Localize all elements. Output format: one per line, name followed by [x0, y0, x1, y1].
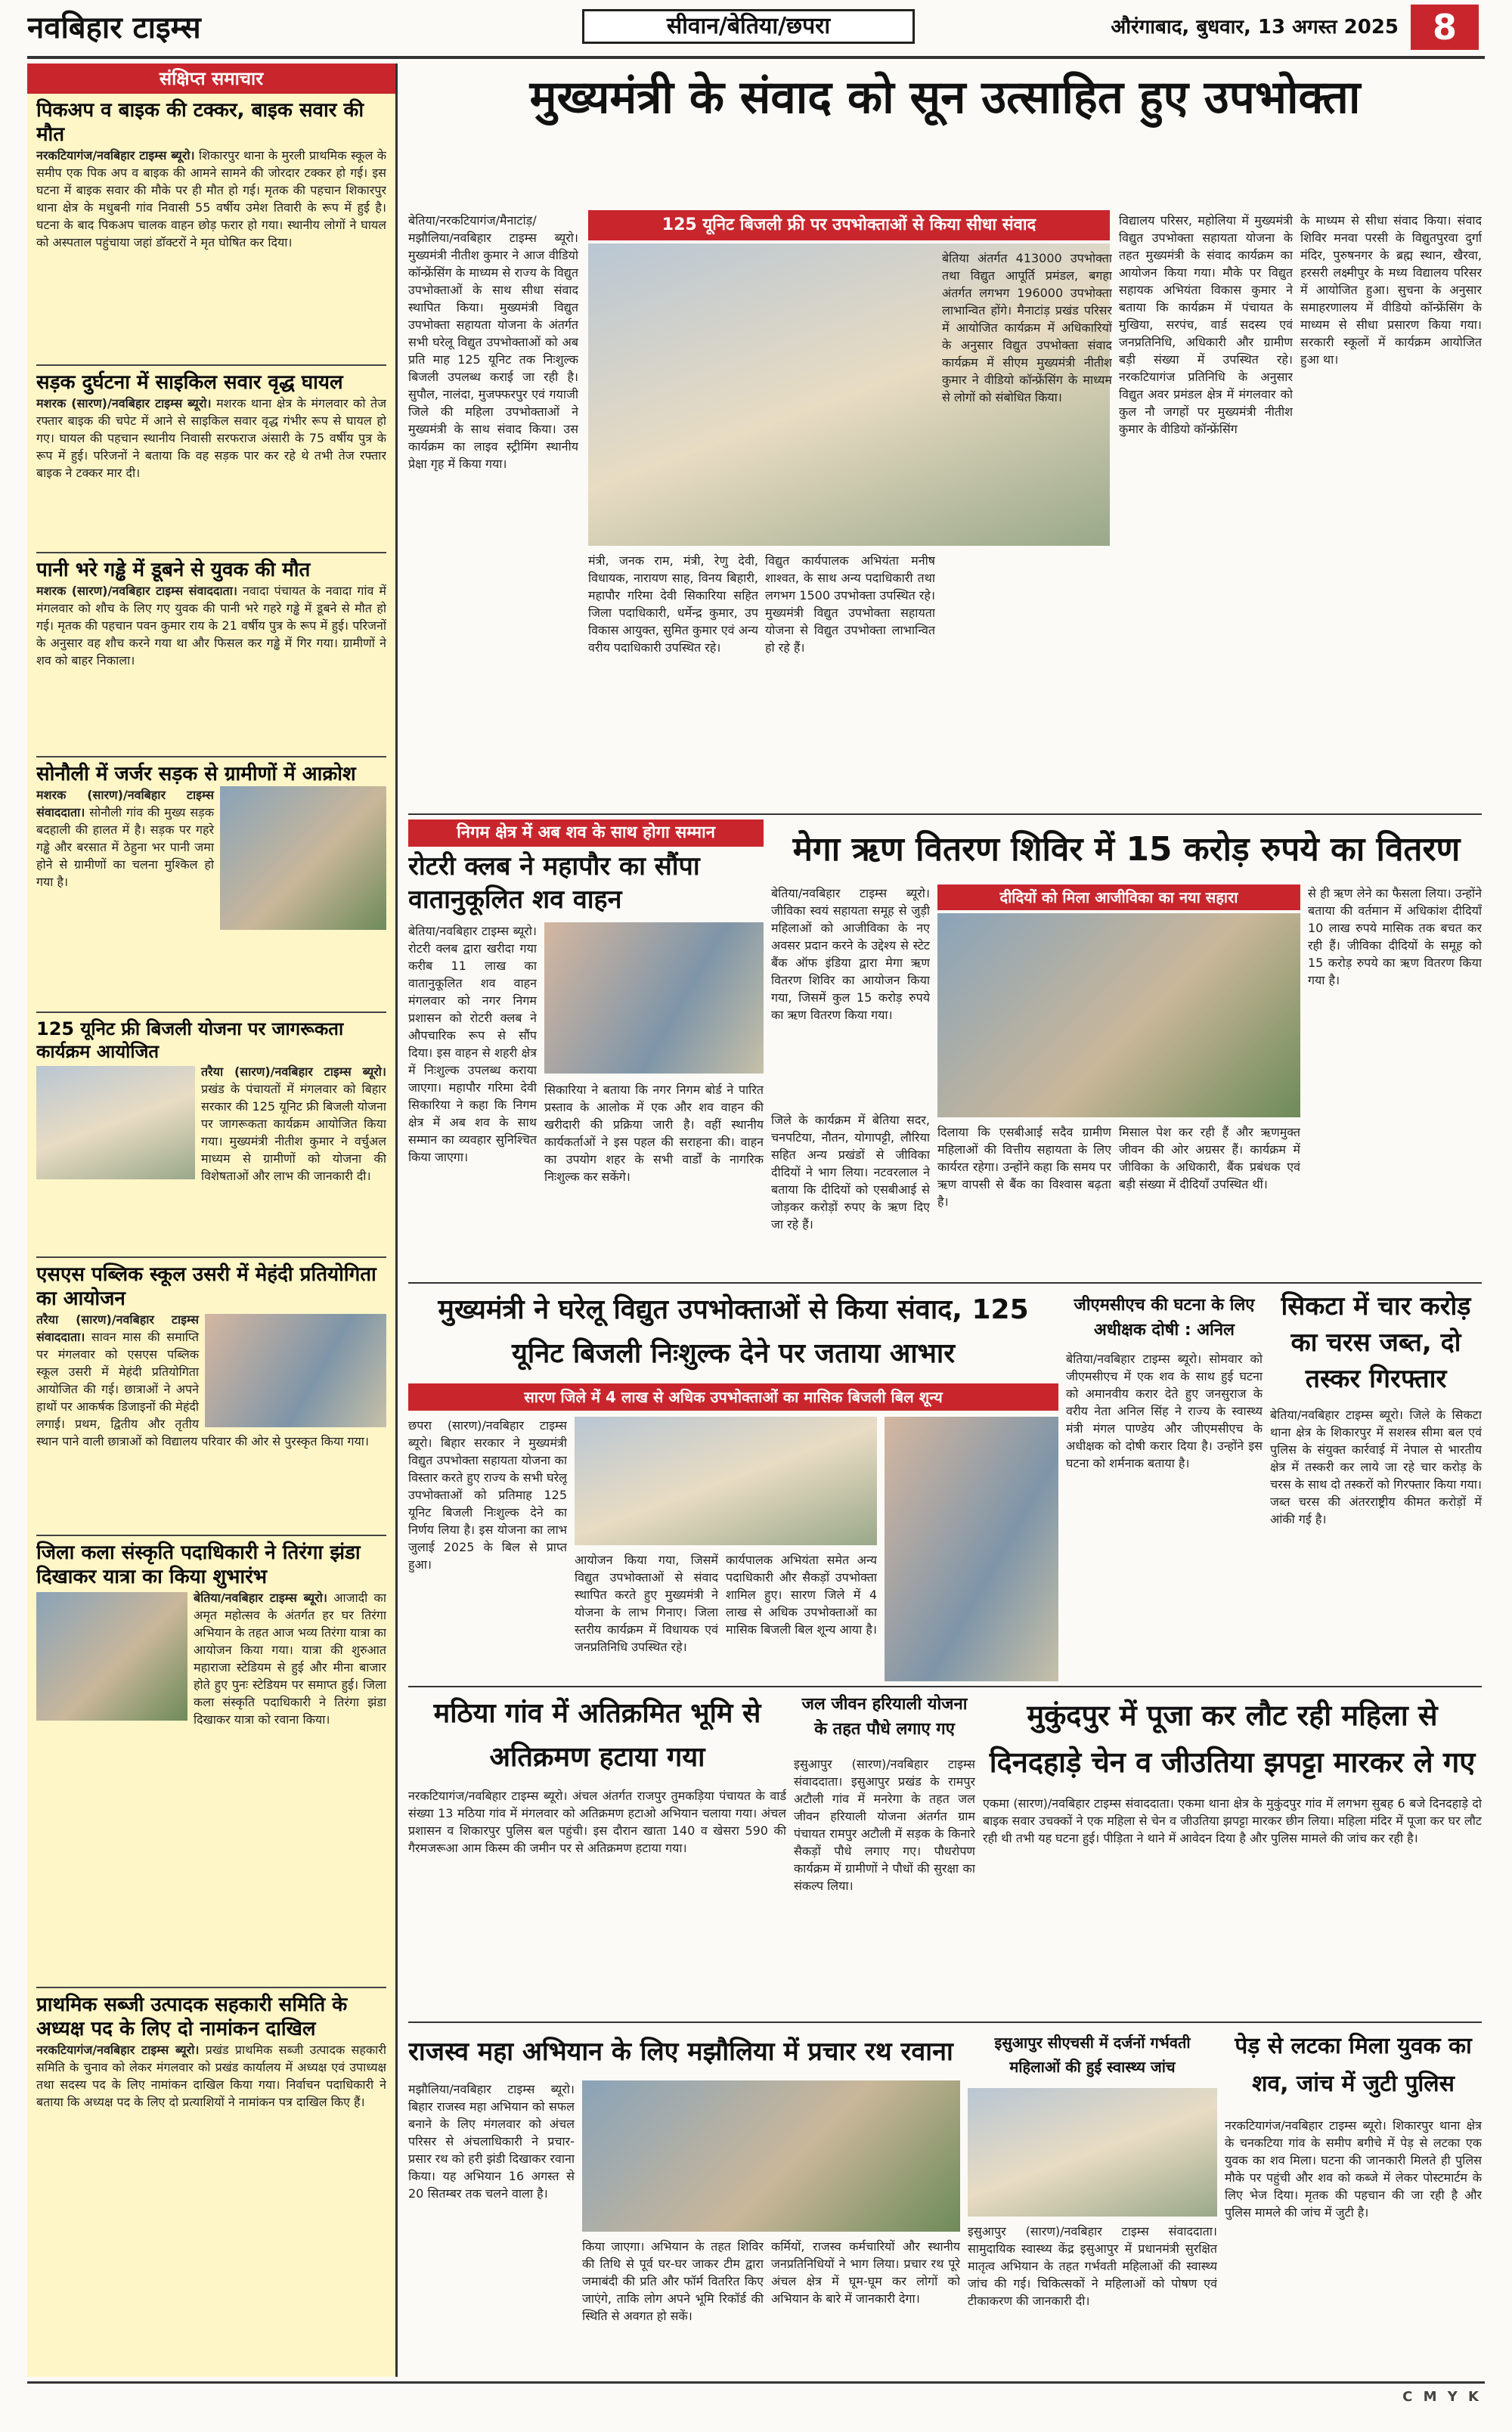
brief-body: सोनौली गांव की मुख्य सड़क बदहाली की हालत में है। सड़क पर गहरे गड्ढे और बरसात में ठेहुना भर पानी जमा होने से ग्रामीणों का चलना मुश्किल हो गया है। [36, 805, 214, 889]
divider [408, 1686, 1482, 1687]
brief-byline: तरैया (सारण)/नवबिहार टाइम्स ब्यूरो। [201, 1064, 386, 1079]
rajaswa-body-1: मझौलिया/नवबिहार टाइम्स ब्यूरो। बिहार राजस्व महा अभियान को सफल बनाने के लिए मंगलवार को अंचल परिसर से अंचलाधिकारी ने प्रचार-प्रसार रथ को हरी झंडी दिखाकर रवाना किया। यह अभियान 16 अगस्त से 20 सितम्बर तक चलने वाला है। [408, 2082, 575, 2201]
cm-photo-2 [885, 1417, 1058, 1681]
divider [408, 2022, 1482, 2023]
loan-ribbon: दीदियों को मिला आजीविका का नया सहारा [937, 885, 1300, 910]
brief-byline: नरकटियागंज/नवबिहार टाइम्स ब्यूरो। [36, 2043, 200, 2057]
cm-headline: मुख्यमंत्री ने घरेलू विद्युत उपभोक्ताओं से किया संवाद, 125 यूनिट बिजली निःशुल्क देने पर जताया आभार [438, 1294, 1029, 1369]
brief-title: 125 यूनिट फ्री बिजली योजना पर जागरूकता कार्यक्रम आयोजित [36, 1018, 344, 1062]
sidebar [27, 64, 398, 2377]
cm-body-1: छपरा (सारण)/नवबिहार टाइम्स ब्यूरो। बिहार सरकार ने मुख्यमंत्री विद्युत उपभोक्ता सहायता योजना का विस्तार करते हुए राज्य के सभी घरेलू उपभोक्ताओं को प्रतिमाह 125 यूनिट बिजली निःशुल्क देने का निर्णय लिया है। इस योजना का लाभ जुलाई 2025 के बिल से प्राप्त हुआ। [408, 1418, 567, 1572]
brief-body: प्रखंड प्राथमिक सब्जी उत्पादक सहकारी समिति के चुनाव को लेकर मंगलवार को प्रखंड कार्यालय में अध्यक्ष एवं उपाध्यक्ष तथा सदस्य पद के लिए नामांकन दाखिल किया गया। निर्वाचन पदाधिकारी ने बताया कि अध्यक्ष पद के लिए दो प्रत्याशियों ने नामांकन पत्र दाखिल किए हैं। [36, 2043, 386, 2109]
rotary-photo [544, 922, 764, 1073]
cm-body-3: कार्यपालक अभियंता समेत अन्य पदाधिकारी और सैकड़ों उपभोक्ता शामिल हुए। सारण जिले में 4 लाख से अधिक उपभोक्ताओं का मासिक बिजली बिल शून्य आया है। [726, 1553, 877, 1637]
brief-byline: तरैया (सारण)/नवबिहार टाइम्स संवाददाता। [36, 1312, 199, 1344]
brief-item [36, 370, 386, 553]
brief-title: जिला कला संस्कृति पदाधिकारी ने तिरंगा झंडा दिखाकर यात्रा का किया शुभारंभ [36, 1541, 361, 1588]
rajaswa-body-2: किया जाएगा। अभियान के तहत शिविर की तिथि से पूर्व घर-घर जाकर टीम द्वारा जमाबंदी की प्रति और फॉर्म वितरित किए जाएंगे, ताकि लोग अपने भूमि रिकॉर्ड की स्थिति से अवगत हो सकें। [582, 2239, 764, 2323]
sikta-headline: सिकटा में चार करोड़ का चरस जब्त, दो तस्कर गिरफ्तार [1281, 1291, 1471, 1394]
brief-byline: मशरक (सारण)/नवबिहार टाइम्स ब्यूरो। [36, 396, 212, 410]
divider [408, 1282, 1482, 1284]
cm-ribbon: सारण जिले में 4 लाख से अधिक उपभोक्ताओं का मासिक बिजली बिल शून्य [408, 1383, 1058, 1411]
page-number: 8 [1411, 5, 1479, 50]
loan-photo [937, 913, 1300, 1117]
brief-byline: बेतिया/नवबिहार टाइम्स ब्यूरो। [194, 1591, 327, 1605]
rajaswa-headline: राजस्व महा अभियान के लिए मझौलिया में प्रचार रथ रवाना [408, 2037, 953, 2067]
brief-body: नवादा पंचायत के नवादा गांव में मंगलवार को शौच के लिए गए युवक की पानी भरे गहरे गड्ढे में डूबने से मौत हो गई। मृतक की पहचान पवन कुमार राय के 21 वर्षीय पुत्र के रूप में हुई। परिजनों के अनुसार वह शौच करने गया था और फिसल कर गड्ढे में गिर गया। ग्रामीणों ने शव को बाहर निकाला। [36, 584, 386, 668]
brief-photo [36, 1066, 195, 1179]
lead-col-4: बेतिया अंतर्गत 413000 उपभोक्ता तथा विद्युत आपूर्ति प्रमंडल, बगहा अंतर्गत लगभग 196000 उपभोक्ता लाभान्वित होंगे। मैनाटांड़ प्रखंड परिसर में आयोजित कार्यक्रम में अधिकारियों के अनुसार विद्युत उपभोक्ता संवाद कार्यक्रम में सीएम मुख्यमंत्री नीतीश कुमार ने वीडियो कॉन्फ्रेंसिंग के माध्यम से लोगों को संबोधित किया। [942, 251, 1112, 404]
masthead-region: सीवान/बेतिया/छपरा [582, 9, 915, 44]
cm-photo [575, 1417, 877, 1545]
masthead-dateline: औरंगाबाद, बुधवार, 13 अगस्त 2025 [1111, 16, 1399, 39]
lead-col-6: के माध्यम से सीधा संवाद किया। संवाद शिविर मनवा परसी के विद्युतपुरवा दुर्गा मंदिर, पुरुषनगर के ब्रह्म स्थान, खैरवा, हरसरी लक्ष्मीपुर के मध्य विद्यालय परिसर में आयोजित हुआ। सुचना के अनुसार समाहरणालय में वीडियो कॉन्फ्रेंसिंग के माध्यम से सीधा प्रसारण किया गया। सरकारी स्कूलों में कार्यक्रम आयोजित हुआ था। [1300, 213, 1482, 367]
sikta-body: बेतिया/नवबिहार टाइम्स ब्यूरो। जिले के सिकटा थाना क्षेत्र के शिकारपुर में सशस्त्र सीमा बल एवं पुलिस के संयुक्त कार्रवाई में नेपाल से भारतीय क्षेत्र में तस्करी कर लाये जा रहे चार करोड़ के चरस के साथ दो तस्करों को गिरफ्तार किया गया। जब्त चरस की अंतरराष्ट्रीय कीमत करोड़ों में आंकी गई है। [1270, 1408, 1482, 1526]
jal-body: इसुआपुर (सारण)/नवबिहार टाइम्स संवाददाता। इसुआपुर प्रखंड के रामपुर अटौली गांव में मनरेगा के तहत जल जीवन हरियाली योजना अंतर्गत ग्राम पंचायत रामपुर अटौली में सड़क के किनारे सैकड़ों पौधे लगाए गए। पौधरोपण कार्यक्रम में ग्रामीणों ने पौधों की सुरक्षा का संकल्प लिया। [794, 1757, 975, 1893]
brief-byline: मशरक (सारण)/नवबिहार टाइम्स संवाददाता। [36, 584, 237, 598]
tree-headline: पेड़ से लटका मिला युवक का शव, जांच में जुटी पुलिस [1235, 2033, 1472, 2097]
gms-body: बेतिया/नवबिहार टाइम्स ब्यूरो। सोमवार को जीएमसीएच में एक शव के साथ हुई घटना को अमानवीय करार देते हुए जनसुराज के वरीय नेता अनिल सिंह ने राज्य के स्वास्थ्य मंत्री मंगल पाण्डेय और जीएमसीएच के अधीक्षक को दोषी करार दिया है। उन्होंने इस घटना को शर्मनाक बताया है। [1066, 1352, 1263, 1470]
lead-col-2: मंत्री, जनक राम, मंत्री, रेणु देवी, विधायक, नारायण साह, विनय बिहारी, महापौर गरिमा देवी सिकारिया सहित जिला पदाधिकारी, धर्मेन्द्र कुमार, उप विकास आयुक्त, सुमित कुमार एवं अन्य वरीय पदाधिकारी उपस्थित रहे। [588, 553, 758, 655]
brief-body: मशरक थाना क्षेत्र के मंगलवार को तेज रफ्तार बाइक की चपेट में आने से साइकिल सवार वृद्ध गंभीर रूप से घायल हो गए। घायल की पहचान स्थानीय निवासी सरफराज अंसारी के 75 वर्षीय पुत्र के रूप में हुई। परिजनों ने बताया कि वह सड़क पार कर रहे थे तभी तेज रफ्तार बाइक ने टक्कर मार दी। [36, 396, 386, 480]
health-photo [968, 2088, 1217, 2217]
brief-photo [205, 1314, 386, 1427]
lead-ribbon: 125 यूनिट बिजली फ्री पर उपभोक्ताओं से किया सीधा संवाद [588, 210, 1110, 240]
loan-headline: मेगा ऋण वितरण शिविर में 15 करोड़ रुपये का वितरण [792, 830, 1461, 869]
loan-body-5: से ही ऋण लेने का फैसला लिया। उन्होंने बताया की वर्तमान में अधिकांश दीदियाँ 10 लाख रुपये मासिक तक बचत कर रही हैं। जीविका दीदियों के समूह को 15 करोड़ रुपये का ऋण वितरण किया गया है। [1308, 886, 1482, 987]
cm-body-2: आयोजन किया गया, जिसमें विद्युत उपभोक्ताओं से संवाद स्थापित करते हुए मुख्यमंत्री ने योजना के लाभ गिनाए। जिला स्तरीय कार्यक्रम में विधायक एवं जनप्रतिनिधि उपस्थित रहे। [575, 1553, 718, 1654]
brief-title: एसएस पब्लिक स्कूल उसरी में मेहंदी प्रतियोगिता का आयोजन [36, 1263, 376, 1310]
masthead-paper-name: नवबिहार टाइम्स [27, 11, 201, 45]
brief-title: सोनौली में जर्जर सड़क से ग्रामीणों में आक्रोश [36, 763, 356, 785]
mathiya-body: नरकटियागंज/नवबिहार टाइम्स ब्यूरो। अंचल अंतर्गत राजपुर तुमकड़िया पंचायत के वार्ड संख्या 13 मठिया गांव में मंगलवार को अतिक्रमण हटाओ अभियान चलाया गया। अंचल प्रशासन व शिकारपुर पुलिस बल पहुंची। इस दौरान खाता 140 व खेसरा 590 की गैरमजरूआ आम किस्म की जमीन पर से अतिक्रमण हटाया गया। [408, 1789, 786, 1855]
loan-body-1: बेतिया/नवबिहार टाइम्स ब्यूरो। जीविका स्वयं सहायता समूह से जुड़ी महिलाओं को आजीविका के नए अवसर प्रदान करने के उद्देश्य से स्टेट बैंक ऑफ इंडिया द्वारा मेगा ऋण वितरण शिविर का आयोजन किया गया, जिसमें कुल 15 करोड़ रुपये का ऋण वितरण किया गया। [771, 886, 930, 1022]
rajaswa-photo [582, 2080, 960, 2232]
mathiya-headline: मठिया गांव में अतिक्रमित भूमि से अतिक्रमण हटाया गया [433, 1698, 761, 1773]
rotary-ribbon: निगम क्षेत्र में अब शव के साथ होगा सम्मान [408, 819, 764, 847]
brief-title: पिकअप व बाइक की टक्कर, बाइक सवार की मौत [36, 99, 364, 146]
brief-byline: नरकटियागंज/नवबिहार टाइम्स ब्यूरो। [36, 148, 195, 163]
brief-body: शिकारपुर थाना के मुरली प्राथमिक स्कूल के समीप एक पिक अप व बाइक की आमने सामने की जोरदार टक्कर हो गई। इस घटना में बाइक सवार की मौके पर ही मौत हो गई। मृतक की पहचान शिकारपुर थाना क्षेत्र के मधुबनी गांव निवासी 55 वर्षीय उमेश तिवारी के रूप में हुई है। घटना के बाद पिकअप चालक वाहन छोड़ फरार हो गया। स्थानीय लोगों ने घायल को अस्पताल पहुंचाया जहां डॉक्टरों ने मृत घोषित कर दिया। [36, 148, 386, 249]
brief-byline: मशरक (सारण)/नवबिहार टाइम्स संवाददाता। [36, 788, 214, 819]
rotary-body-2: सिकारिया ने बताया कि नगर निगम बोर्ड ने पारित प्रस्ताव के आलोक में एक और शव वाहन की खरीदारी की प्रक्रिया जारी है। वहीं स्थानीय कार्यकर्ताओं ने इस पहल की सराहना की। वाहन का उपयोग शहर के सभी वार्डों के नागरिक निःशुल्क कर सकेंगे। [544, 1083, 764, 1184]
jal-headline: जल जीवन हरियाली योजना के तहत पौधे लगाए गए [801, 1695, 968, 1739]
brief-title: प्राथमिक सब्जी उत्पादक सहकारी समिति के अध्यक्ष पद के लिए दो नामांकन दाखिल [36, 1994, 348, 2040]
mukund-body: एकमा (सारण)/नवबिहार टाइम्स संवाददाता। एकमा थाना क्षेत्र के मुकुंदपुर गांव में लगभग सुबह 6 बजे दिनदहाड़े दो बाइक सवार उचक्कों ने एक महिला से चेन व जीउतिया झपट्टा मारकर छीन लिया। महिला मंदिर में पूजा कर घर लौट रही थी तभी यह घटना हुई। पीड़िता ने थाने में आवेदन दिया है और पुलिस मामले की जांच कर रही है। [983, 1796, 1482, 1845]
sidebar-header: संक्षिप्त समाचार [27, 64, 395, 94]
brief-photo [220, 786, 386, 930]
lead-col-1: बेतिया/नरकटियागंज/मैनाटांड़/मझौलिया/नवबिहार टाइम्स ब्यूरो। मुख्यमंत्री नीतीश कुमार ने आज वीडियो कॉन्फ्रेंसिंग के माध्यम से राज्य के विद्युत उपभोक्ताओं के साथ सीधा संवाद स्थापित किया। मुख्यमंत्री विद्युत उपभोक्ता सहायता योजना के अंतर्गत सभी घरेलू विद्युत उपभोक्ताओं को अब प्रति माह 125 यूनिट तक निःशुल्क बिजली उपलब्ध कराई जा रही है। सुपौल, नालंदा, मुजफ्फरपुर एवं गयाजी जिले की महिला उपभोक्ताओं ने मुख्यमंत्री के साथ संवाद किया। उस कार्यक्रम का लाइव स्ट्रीमिंग स्थानीय प्रेक्षा गृह में किया गया। [408, 213, 578, 471]
health-headline: इसुआपुर सीएचसी में दर्जनों गर्भवती महिलाओं की हुई स्वास्थ्य जांच [994, 2034, 1191, 2076]
loan-body-3: दिलाया कि एसबीआई सदैव ग्रामीण महिलाओं की वित्तीय सहायता के लिए कार्यरत रहेगा। उन्होंने कहा कि समय पर ऋण वापसी से बैंक का विश्वास बढ़ता है। [937, 1125, 1111, 1209]
divider [408, 813, 1482, 815]
health-body: इसुआपुर (सारण)/नवबिहार टाइम्स संवाददाता। सामुदायिक स्वास्थ्य केंद्र इसुआपुर में प्रधानमंत्री सुरक्षित मातृत्व अभियान के तहत गर्भवती महिलाओं की स्वास्थ्य जांच की गई। चिकित्सकों ने महिलाओं को पोषण एवं टीकाकरण की जानकारी दी। [968, 2224, 1217, 2308]
loan-body-2: जिले के कार्यक्रम में बेतिया सदर, चनपटिया, नौतन, योगापट्टी, लौरिया सहित अन्य प्रखंडों से जीविका दीदियों ने भाग लिया। नटवरलाल ने बताया कि दीदियों को एसबीआई से जोड़कर करोड़ों रुपए के ऋण दिए जा रहे हैं। [771, 1113, 930, 1231]
footer-color-marks: C M Y K [1402, 2389, 1482, 2405]
brief-body: आजादी का अमृत महोत्सव के अंतर्गत हर घर तिरंगा अभियान के तहत आज भव्य तिरंगा यात्रा का आयोजन किया गया। यात्रा की शुरुआत महाराजा स्टेडियम से हुई और मीना बाजार होते हुए पुनः स्टेडियम पर समाप्त हुई। जिला कला संस्कृति पदाधिकारी ने तिरंगा झंडा दिखाकर यात्रा को रवाना किया। [194, 1591, 386, 1727]
rajaswa-body-3: कर्मियों, राजस्व कर्मचारियों और स्थानीय जनप्रतिनिधियों ने भाग लिया। प्रचार रथ पूरे अंचल क्षेत्र में घूम-घूम कर लोगों को अभियान के बारे में जानकारी देगा। [771, 2239, 960, 2306]
brief-item [36, 1262, 386, 1536]
brief-title: पानी भरे गड्ढे में डूबने से युवक की मौत [36, 559, 311, 581]
brief-item [36, 558, 386, 757]
masthead-divider [27, 56, 1485, 59]
brief-item [36, 1018, 386, 1258]
brief-title: सड़क दुर्घटना में साइकिल सवार वृद्ध घायल [36, 371, 343, 394]
brief-item [36, 762, 386, 1013]
brief-item [36, 1993, 386, 2377]
brief-photo [36, 1592, 187, 1721]
brief-body: सावन मास की समाप्ति पर मंगलवार को एसएस पब्लिक स्कूल उसरी में मेहंदी प्रतियोगिता आयोजित की गई। छात्राओं ने अपने हाथों पर आकर्षक डिजाइनों की मेहंदी लगाई। प्रथम, द्वितीय और तृतीय स्थान पाने वाली छात्राओं को विद्यालय परिवार की ओर से पुरस्कृत किया गया। [36, 1330, 369, 1448]
footer-rule [27, 2381, 1485, 2384]
brief-item [36, 1541, 386, 1988]
gms-headline: जीएमसीएच की घटना के लिए अधीक्षक दोषी : अनिल [1074, 1296, 1255, 1340]
brief-body: प्रखंड के पंचायतों में मंगलवार को बिहार सरकार की 125 यूनिट फ्री बिजली योजना पर जागरूकता कार्यक्रम आयोजित किया गया। मुख्यमंत्री नीतीश कुमार ने वर्चुअल माध्यम से ग्रामीणों को योजना की विशेषताओं और लाभ की जानकारी दी। [201, 1082, 386, 1183]
tree-body: नरकटियागंज/नवबिहार टाइम्स ब्यूरो। शिकारपुर थाना क्षेत्र के चनकटिया गांव के समीप बगीचे में पेड़ से लटका एक युवक का शव मिला। घटना की जानकारी मिलते ही पुलिस मौके पर पहुंची और शव को कब्जे में लेकर पोस्टमार्टम के लिए भेज दिया। मृतक की पहचान की जा रही है और पुलिस मामले की जांच में जुटी है। [1225, 2118, 1482, 2220]
mukund-headline: मुकुंदपुर में पूजा कर लौट रही महिला से दिनदहाड़े चेन व जीउतिया झपट्टा मारकर ले गए [989, 1699, 1476, 1779]
rotary-body-1: बेतिया/नवबिहार टाइम्स ब्यूरो। रोटरी क्लब द्वारा खरीदा गया करीब 11 लाख का वातानुकूलित शव वाहन मंगलवार को नगर निगम प्रशासन को रोटरी क्लब ने औपचारिक रूप से सौंप दिया। इस वाहन से शहरी क्षेत्र में निःशुल्क उपलब्ध कराया जाएगा। महापौर गरिमा देवी सिकारिया ने कहा कि निगम क्षेत्र में अब शव के साथ सम्मान का व्यवहार सुनिश्चित किया जाएगा। [408, 924, 537, 1164]
rotary-headline: रोटरी क्लब ने महापौर का सौंपा वातानुकूलित शव वाहन [408, 851, 700, 915]
lead-col-5: विद्यालय परिसर, महोलिया में मुख्यमंत्री विद्युत उपभोक्ता सहायता योजना के तहत मुख्यमंत्री के संवाद कार्यक्रम का आयोजन किया गया। मौके पर विद्युत सहायक अभियंता विकास कुमार ने बताया कि कार्यक्रम में पंचायत के मुखिया, सरपंच, वार्ड सदस्य एवं जनप्रतिनिधि, अधिकारी और ग्रामीण बड़ी संख्या में उपस्थित रहे। नरकटियागंज प्रतिनिधि के अनुसार विद्युत अवर प्रमंडल क्षेत्र में मंगलवार को कुल नौ जगहों पर मुख्यमंत्री नीतीश कुमार के वीडियो कॉन्फ्रेंसिंग [1119, 213, 1293, 436]
brief-item [36, 98, 386, 366]
lead-headline: मुख्यमंत्री के संवाद को सून उत्साहित हुए उपभोक्ता [529, 71, 1361, 124]
loan-body-4: मिसाल पेश कर रही हैं और ऋणमुक्त जीवन की ओर अग्रसर हैं। कार्यक्रम में जीविका के अधिकारी, बैंक प्रबंधक एवं बड़ी संख्या में दीदियाँ उपस्थित थीं। [1119, 1125, 1300, 1191]
lead-col-3: विद्युत कार्यपालक अभियंता मनीष शाश्वत, के साथ अन्य पदाधिकारी तथा लगभग 1500 उपभोक्ता उपस्थित रहे। मुख्यमंत्री विद्युत उपभोक्ता सहायता योजना से विद्युत उपभोक्ता लाभान्वित हो रहे हैं। [765, 553, 935, 655]
